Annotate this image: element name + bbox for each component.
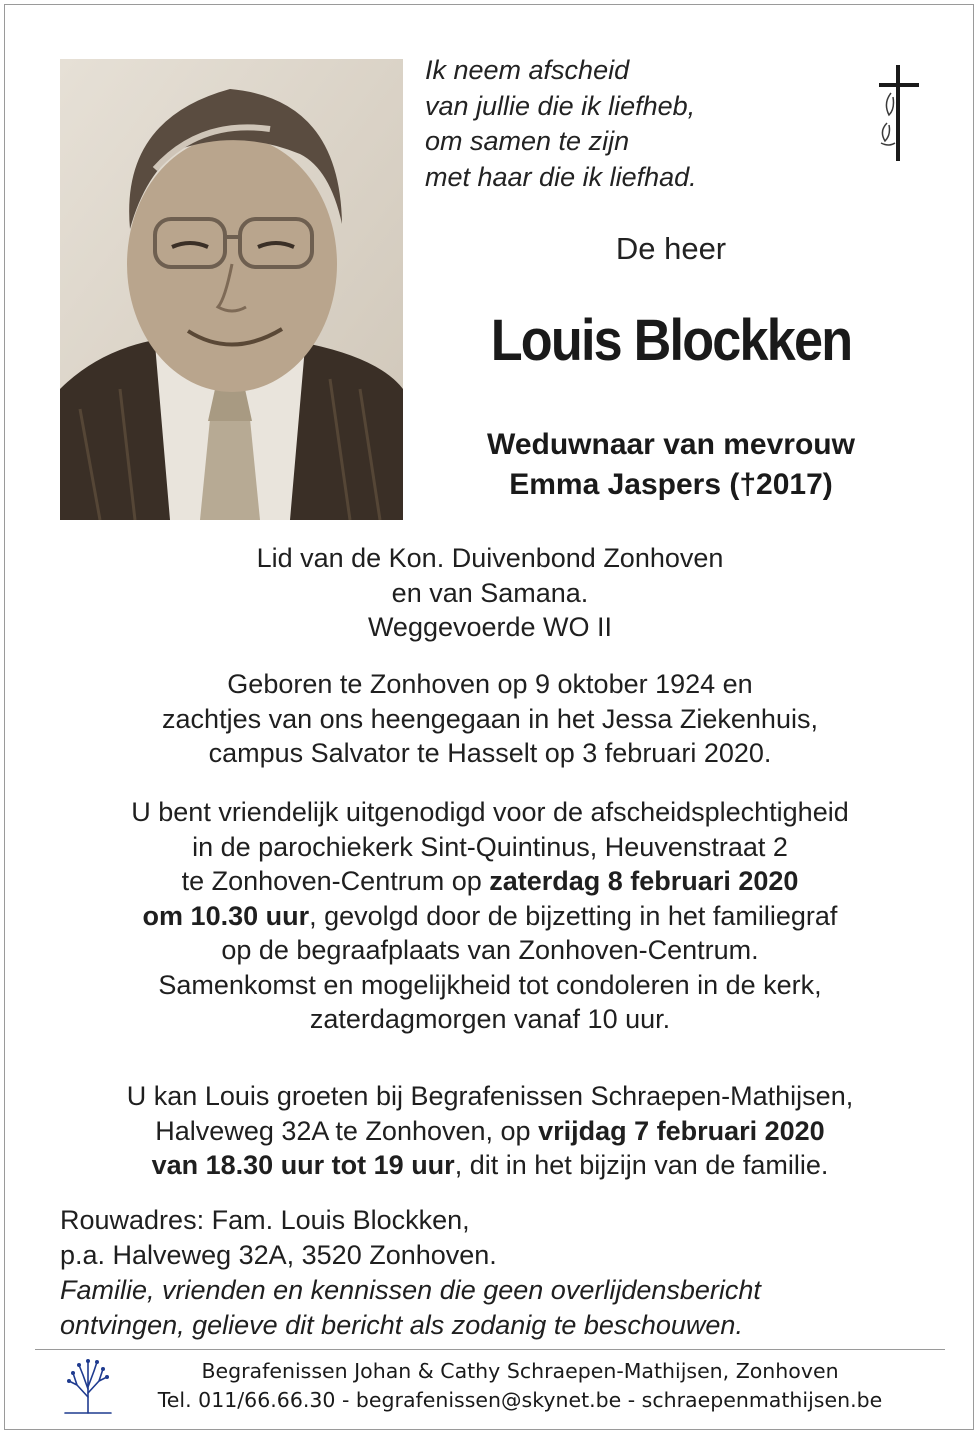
address-line: Rouwadres: Fam. Louis Blockken, <box>60 1205 470 1235</box>
birth-death-block <box>35 667 945 771</box>
visitation-text: , dit in het bijzijn van de familie. <box>454 1150 829 1180</box>
funeral-home-contact: Tel. 011/66.66.30 - begrafenissen@skynet.be - schraepenmathijsen.be <box>157 1388 883 1412</box>
ceremony-line <box>35 864 945 899</box>
visitation-line <box>35 1148 945 1183</box>
funeral-home-footer <box>125 1357 915 1415</box>
visitation-block <box>35 1079 945 1183</box>
widower-of <box>425 425 917 505</box>
ceremony-text: , gevolgd door de bijzetting in het familiegraf <box>309 900 838 931</box>
birth-death-line: campus Salvator te Hasselt op 3 februari 2020. <box>208 738 772 768</box>
tree-logo-icon <box>63 1357 113 1415</box>
visitation-line: U kan Louis groeten bij Begrafenissen Schraepen-Mathijsen, <box>126 1081 854 1111</box>
membership-line: Lid van de Kon. Duivenbond Zonhoven <box>256 543 724 573</box>
poem-line: met haar die ik liefhad. <box>425 161 697 192</box>
notice-line: ontvingen, gelieve dit bericht als zodanig te beschouwen. <box>60 1310 743 1340</box>
membership-block <box>35 541 945 645</box>
ceremony-time: om 10.30 uur <box>142 900 310 931</box>
widower-line: Emma Jaspers (†2017) <box>509 468 833 501</box>
visitation-date: vrijdag 7 februari 2020 <box>538 1115 825 1146</box>
poem-line: Ik neem afscheid <box>425 55 630 85</box>
ceremony-line: U bent vriendelijk uitgenodigd voor de afscheidsplechtigheid <box>131 797 849 827</box>
visitation-time: van 18.30 uur tot 19 uur <box>151 1150 455 1180</box>
birth-death-line: Geboren te Zonhoven op 9 oktober 1924 en <box>227 669 753 699</box>
ceremony-line: Samenkomst en mogelijkheid tot condoleren in de kerk, <box>158 969 822 1000</box>
birth-death-line: zachtjes van ons heengegaan in het Jessa Ziekenhuis, <box>162 703 818 734</box>
ceremony-text: te Zonhoven-Centrum op <box>181 866 490 896</box>
ceremony-line <box>35 899 945 934</box>
poem-line: van jullie die ik liefheb, <box>425 90 696 121</box>
portrait-photo <box>60 59 403 520</box>
membership-line: Weggevoerde WO II <box>367 612 613 642</box>
deceased-name: Louis Blockken <box>490 308 852 373</box>
poem-line: om samen te zijn <box>425 126 630 156</box>
divider <box>35 1349 945 1350</box>
mourning-address-block <box>60 1203 940 1343</box>
ceremony-date: zaterdag 8 februari 2020 <box>489 866 799 896</box>
visitation-line <box>35 1114 945 1149</box>
ceremony-line: in de parochiekerk Sint-Quintinus, Heuvenstraat 2 <box>192 831 788 862</box>
address-line: p.a. Halveweg 32A, 3520 Zonhoven. <box>60 1240 497 1270</box>
ceremony-line: op de begraafplaats van Zonhoven-Centrum. <box>221 935 759 965</box>
visitation-text: Halveweg 32A te Zonhoven, op <box>155 1115 539 1146</box>
widower-line: Weduwnaar van mevrouw <box>487 428 855 461</box>
ceremony-line: zaterdagmorgen vanaf 10 uur. <box>309 1004 671 1034</box>
membership-line: en van Samana. <box>391 577 589 608</box>
ceremony-block <box>35 795 945 1037</box>
farewell-poem <box>425 53 825 195</box>
cross-icon <box>869 63 919 163</box>
obituary-card <box>4 4 974 1430</box>
notice-line: Familie, vrienden en kennissen die geen overlijdensbericht <box>60 1275 761 1305</box>
salutation: De heer <box>615 231 727 266</box>
funeral-home-name: Begrafenissen Johan & Cathy Schraepen-Mathijsen, Zonhoven <box>201 1359 839 1383</box>
